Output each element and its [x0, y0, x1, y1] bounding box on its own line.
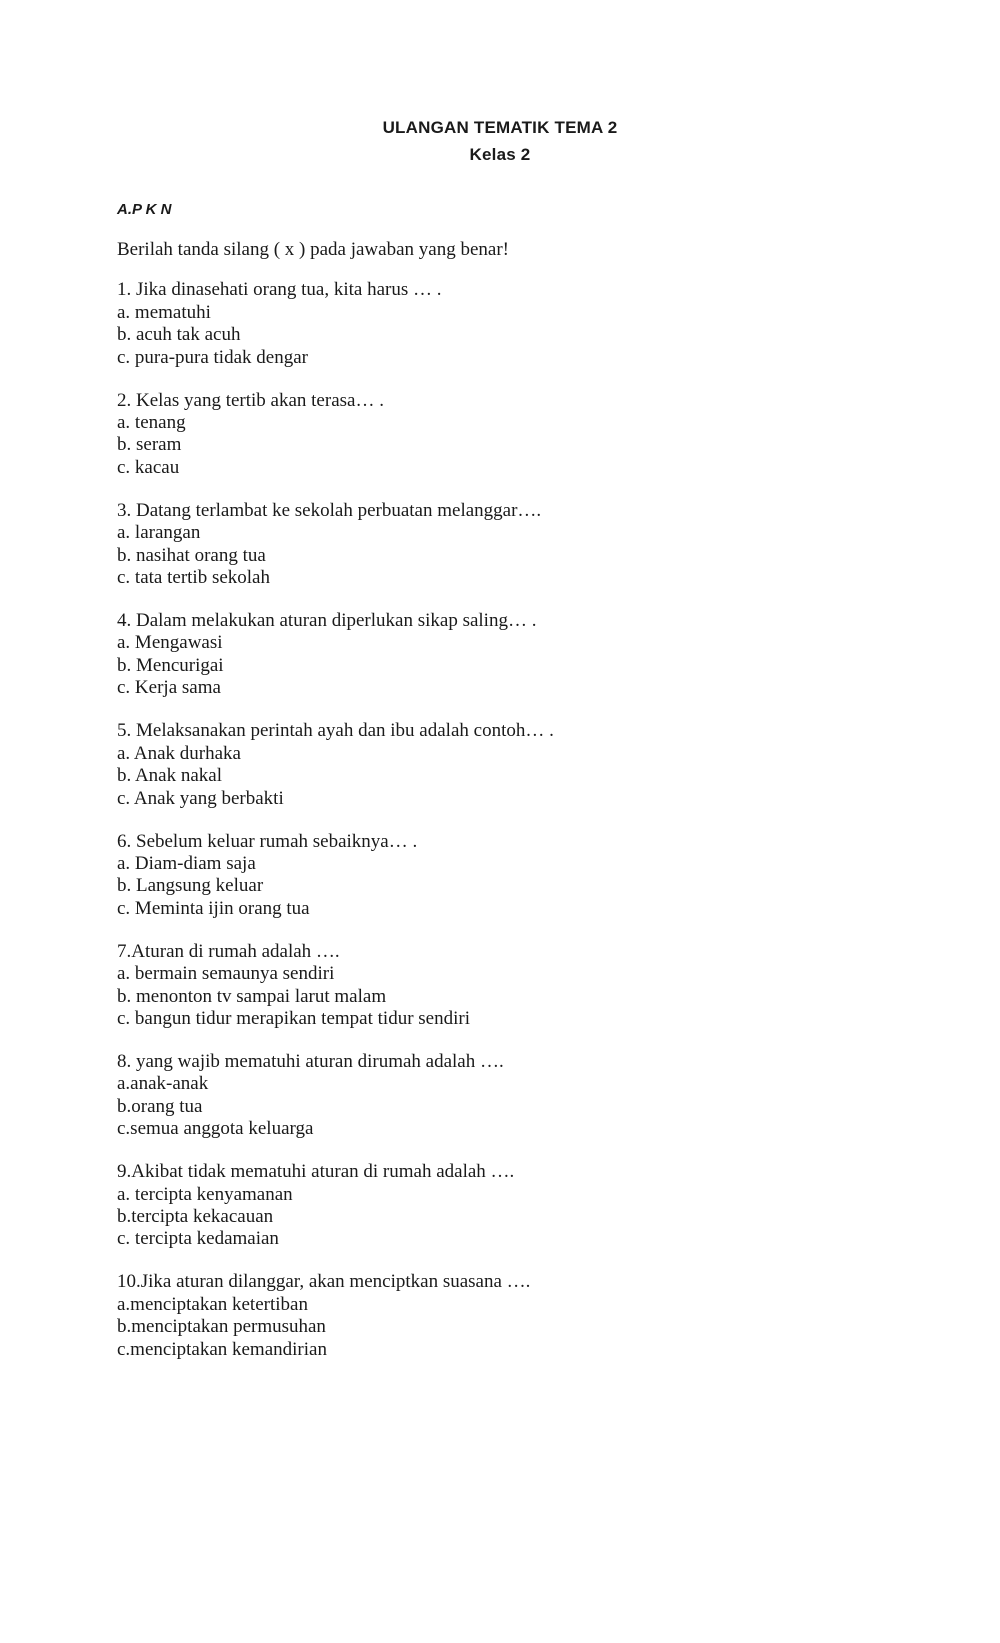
document-title: ULANGAN TEMATIK TEMA 2 [382, 118, 618, 137]
answer-option: a. Anak durhaka [117, 742, 241, 764]
question-item [117, 610, 877, 700]
answer-option: b. Anak nakal [117, 765, 223, 787]
question-item [117, 1271, 877, 1361]
answer-option: b. Langsung keluar [117, 875, 264, 897]
question-item [117, 720, 877, 810]
answer-option: c. tercipta kedamaian [117, 1228, 279, 1250]
answer-option: b. acuh tak acuh [117, 324, 241, 346]
question-text: 2. Kelas yang tertib akan terasa… . [117, 389, 384, 411]
answer-option: a. tenang [117, 412, 186, 434]
answer-option: b. Mencurigai [117, 654, 224, 676]
question-text: 4. Dalam melakukan aturan diperlukan sikap saling… . [117, 610, 537, 632]
answer-option: a. bermain semaunya sendiri [117, 963, 335, 985]
question-text: 10.Jika aturan dilanggar, akan menciptkan suasana …. [117, 1271, 531, 1293]
answer-option: b. nasihat orang tua [117, 544, 266, 566]
answer-option: a. mematuhi [117, 301, 211, 323]
instruction-text: Berilah tanda silang ( x ) pada jawaban yang benar! [117, 239, 509, 260]
question-item [117, 1051, 877, 1141]
section-heading: A.P K N [117, 201, 172, 218]
answer-option: a.menciptakan ketertiban [117, 1293, 308, 1315]
answer-option: c.semua anggota keluarga [117, 1118, 314, 1140]
answer-option: b. menonton tv sampai larut malam [117, 985, 387, 1007]
answer-option: c. kacau [117, 456, 180, 478]
question-text: 5. Melaksanakan perintah ayah dan ibu adalah contoh… . [117, 720, 554, 742]
answer-option: b.menciptakan permusuhan [117, 1316, 326, 1338]
answer-option: c. pura-pura tidak dengar [117, 346, 308, 368]
answer-option: a. larangan [117, 522, 201, 544]
answer-option: a. tercipta kenyamanan [117, 1183, 293, 1205]
answer-option: a.anak-anak [117, 1073, 209, 1095]
answer-option: b. seram [117, 434, 182, 456]
question-text: 3. Datang terlambat ke sekolah perbuatan melanggar…. [117, 499, 542, 521]
question-text: 7.Aturan di rumah adalah …. [117, 940, 340, 962]
question-item [117, 1161, 877, 1251]
document-subtitle: Kelas 2 [469, 145, 531, 164]
answer-option: b.tercipta kekacauan [117, 1205, 274, 1227]
answer-option: c. bangun tidur merapikan tempat tidur sendiri [117, 1007, 470, 1029]
answer-option: c. Anak yang berbakti [117, 787, 284, 809]
question-text: 1. Jika dinasehati orang tua, kita harus … . [117, 279, 442, 301]
question-item [117, 500, 877, 590]
question-list [117, 239, 877, 1382]
question-text: 6. Sebelum keluar rumah sebaiknya… . [117, 830, 418, 852]
answer-option: b.orang tua [117, 1095, 203, 1117]
answer-option: c.menciptakan kemandirian [117, 1338, 327, 1360]
question-item [117, 390, 877, 480]
answer-option: a. Diam-diam saja [117, 852, 256, 874]
answer-option: a. Mengawasi [117, 632, 223, 654]
answer-option: c. tata tertib sekolah [117, 567, 270, 589]
question-item [117, 831, 877, 921]
question-item [117, 941, 877, 1031]
question-item [117, 279, 877, 369]
answer-option: c. Kerja sama [117, 677, 221, 699]
answer-option: c. Meminta ijin orang tua [117, 897, 310, 919]
question-text: 9.Akibat tidak mematuhi aturan di rumah adalah …. [117, 1161, 515, 1183]
question-text: 8. yang wajib mematuhi aturan dirumah adalah …. [117, 1050, 504, 1072]
